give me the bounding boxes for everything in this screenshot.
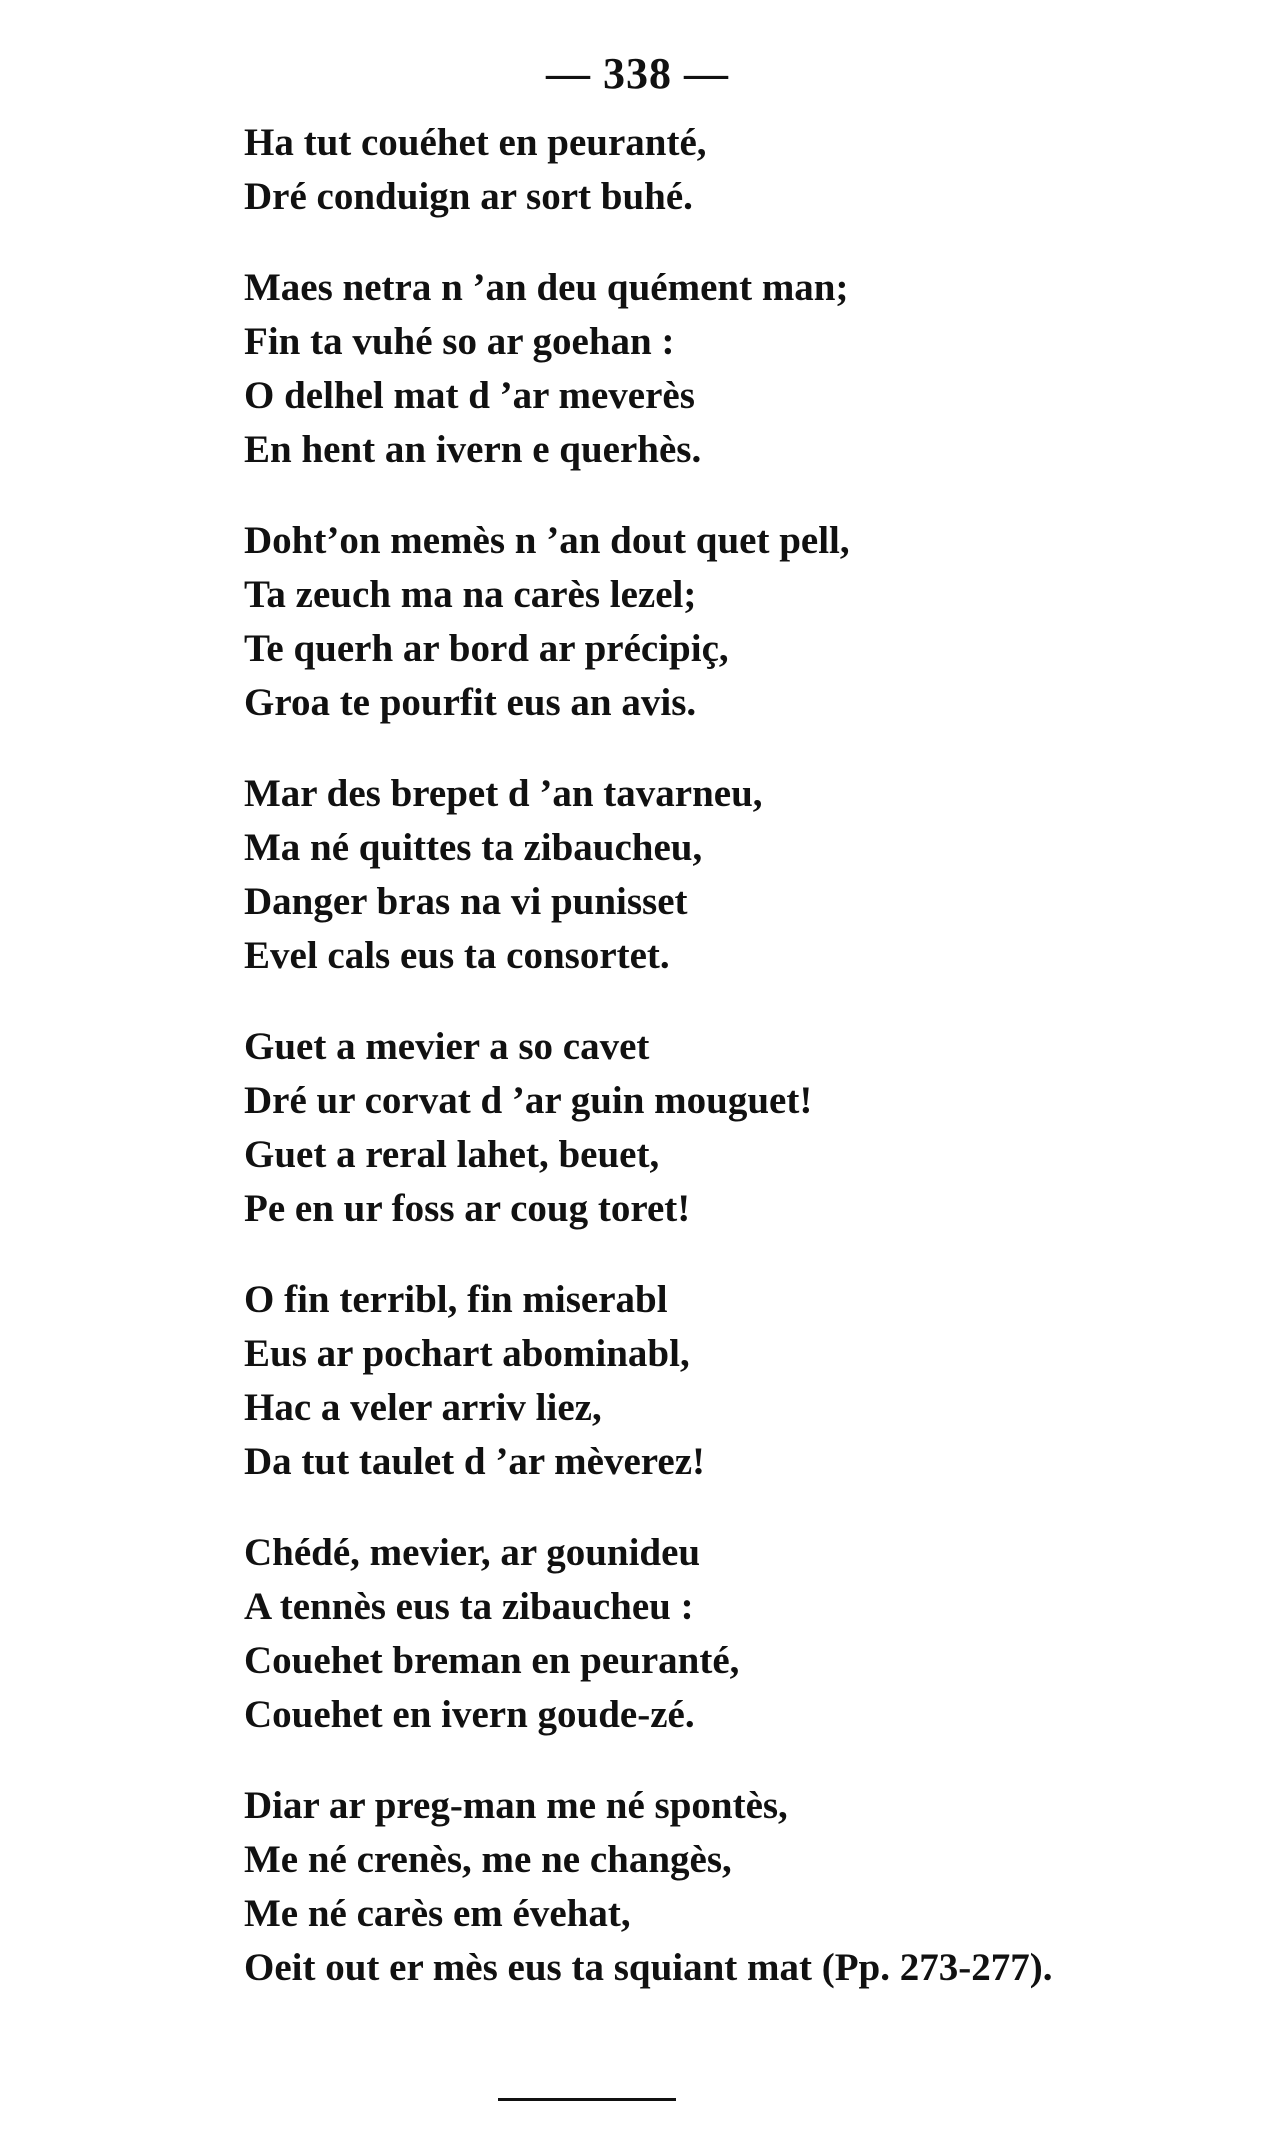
- poem-line: O delhel mat d ’ar meverès: [244, 374, 695, 417]
- poem-line: Pe en ur foss ar coug toret!: [244, 1187, 691, 1230]
- poem-line: Couehet breman en peuranté,: [244, 1639, 740, 1682]
- poem-line: Diar ar preg-man me né spontès,: [244, 1784, 788, 1827]
- poem-line: Doht’on memès n ’an dout quet pell,: [244, 519, 850, 562]
- stanza-3: [244, 514, 1244, 730]
- poem-line: Maes netra n ’an deu quément man;: [244, 266, 849, 309]
- stanza-1: [244, 116, 1244, 224]
- poem-line: Oeit out er mès eus ta squiant mat (Pp. 273-277).: [244, 1946, 1053, 1989]
- poem-line: Eus ar pochart abominabl,: [244, 1332, 690, 1375]
- poem-line: Fin ta vuhé so ar goehan :: [244, 320, 675, 363]
- poem-line: Evel cals eus ta consortet.: [244, 934, 670, 977]
- page-number: — 338 —: [546, 49, 729, 98]
- stanza-4: [244, 767, 1244, 983]
- stanza-8: [244, 1779, 1244, 1995]
- closing-rule: [498, 2098, 676, 2101]
- poem-line: Ma né quittes ta zibaucheu,: [244, 826, 703, 869]
- stanza-7: [244, 1526, 1244, 1742]
- poem-line: Danger bras na vi punisset: [244, 880, 688, 923]
- stanza-6: [244, 1273, 1244, 1489]
- poem-text: [244, 116, 1244, 2032]
- poem-line: O fin terribl, fin miserabl: [244, 1278, 668, 1321]
- poem-line: Dré conduign ar sort buhé.: [244, 175, 693, 218]
- poem-line: Da tut taulet d ’ar mèverez!: [244, 1440, 705, 1483]
- poem-line: Me né crenès, me ne changès,: [244, 1838, 732, 1881]
- poem-line: Mar des brepet d ’an tavarneu,: [244, 772, 763, 815]
- poem-line: En hent an ivern e querhès.: [244, 428, 702, 471]
- poem-line: Dré ur corvat d ’ar guin mouguet!: [244, 1079, 813, 1122]
- stanza-2: [244, 261, 1244, 477]
- poem-line: Ta zeuch ma na carès lezel;: [244, 573, 697, 616]
- poem-line: Groa te pourfit eus an avis.: [244, 681, 697, 724]
- poem-line: Chédé, mevier, ar gounideu: [244, 1531, 701, 1574]
- stanza-5: [244, 1020, 1244, 1236]
- poem-line: A tennès eus ta zibaucheu :: [244, 1585, 694, 1628]
- poem-line: Guet a reral lahet, beuet,: [244, 1133, 660, 1176]
- poem-line: Guet a mevier a so cavet: [244, 1025, 650, 1068]
- poem-line: Hac a veler arriv liez,: [244, 1386, 602, 1429]
- poem-line: Me né carès em évehat,: [244, 1892, 631, 1935]
- poem-line: Ha tut couéhet en peuranté,: [244, 121, 707, 164]
- poem-line: Couehet en ivern goude-zé.: [244, 1693, 695, 1736]
- poem-line: Te querh ar bord ar précipiç,: [244, 627, 729, 670]
